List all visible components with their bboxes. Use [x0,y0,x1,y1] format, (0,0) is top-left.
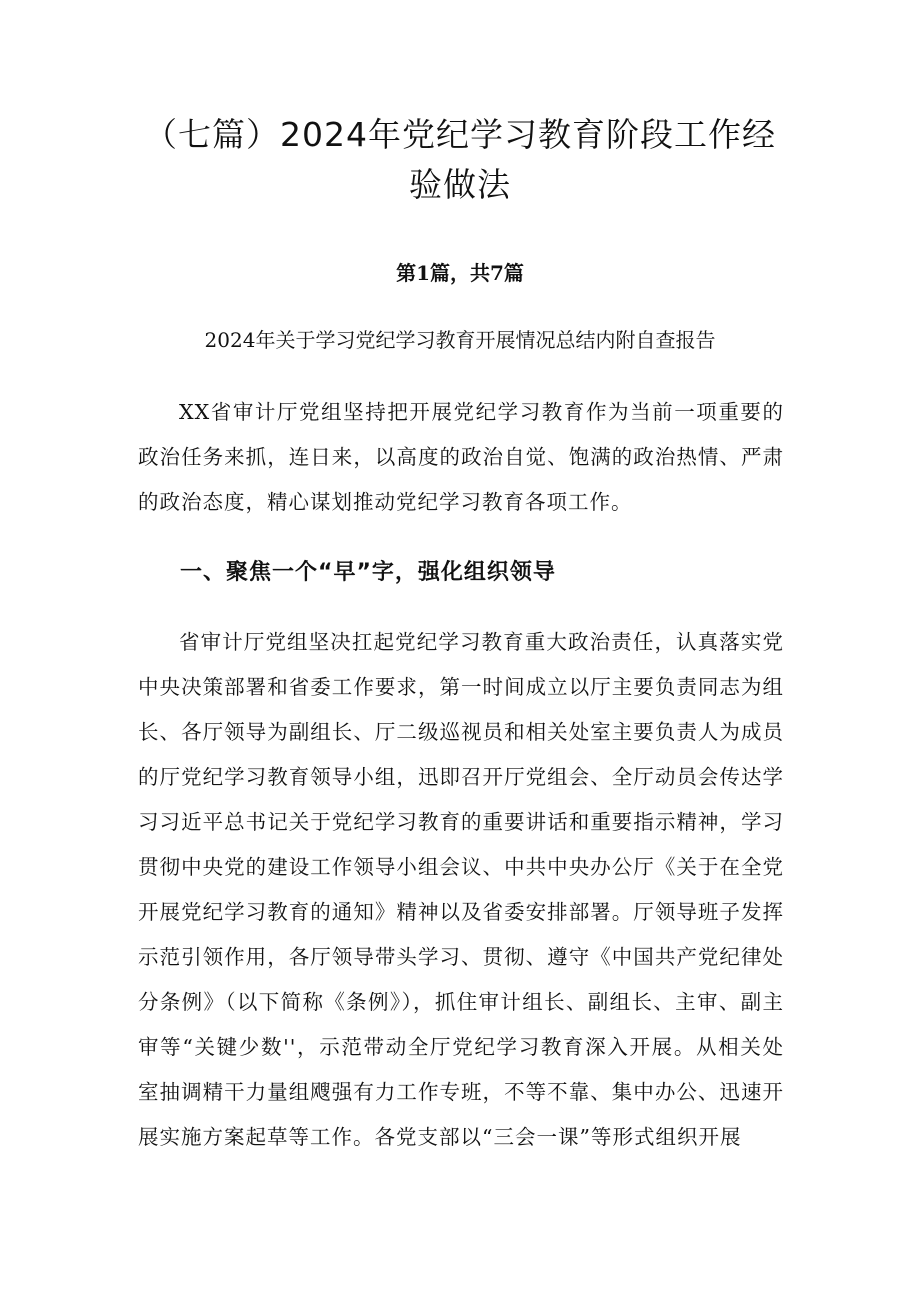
document-title-line-2: 验做法 [409,165,511,204]
part-count: 第1篇，共7篇 [396,261,524,285]
section-heading-1: 一、聚焦一个“早”字，强化组织领导 [180,560,556,585]
intro-paragraph: XX省审计厅党组坚持把开展党纪学习教育作为当前一项重要的政治任务来抓，连日来，以高度的政治自觉、饱满的政治热情、严肃的政治态度，精心谋划推动党纪学习教育各项工作。 [138,400,784,514]
document-title-line-1: （七篇）2024年党纪学习教育阶段工作经 [144,115,776,154]
article-subtitle: 2024年关于学习党纪学习教育开展情况总结内附自查报告 [204,328,716,352]
section-1-paragraph: 省审计厅党组坚决扛起党纪学习教育重大政治责任，认真落实党中央决策部署和省委工作要求，第一时间成立以厅主要负责同志为组长、各厅领导为副组长、厅二级巡视员和相关处室主要负责人为成员的厅党纪学习教育领导小组，迅即召开厅党组会、全厅动员会传达学习习近平总书记关于党纪学习教育的重要讲话和重要指示精神，学习贯彻中央党的建设工作领导小组会议、中共中央办公厅《关于在全党开展党纪学习教育的通知》精神以及省委安排部署。厅领导班子发挥示范引领作用，各厅领导带头学习、贯彻、遵守《中国共产党纪律处分条例》（以下简称《条例》），抓住审计组长、副组长、主审、副主审等“关键少数''，示范带动全厅党纪学习教育深入开展。从相关处室抽调精干力量组飕强有力工作专班，不等不靠、集中办公、迅速开展实施方案起草等工作。各党支部以“三会一课”等形式组织开展 [138,630,784,1149]
